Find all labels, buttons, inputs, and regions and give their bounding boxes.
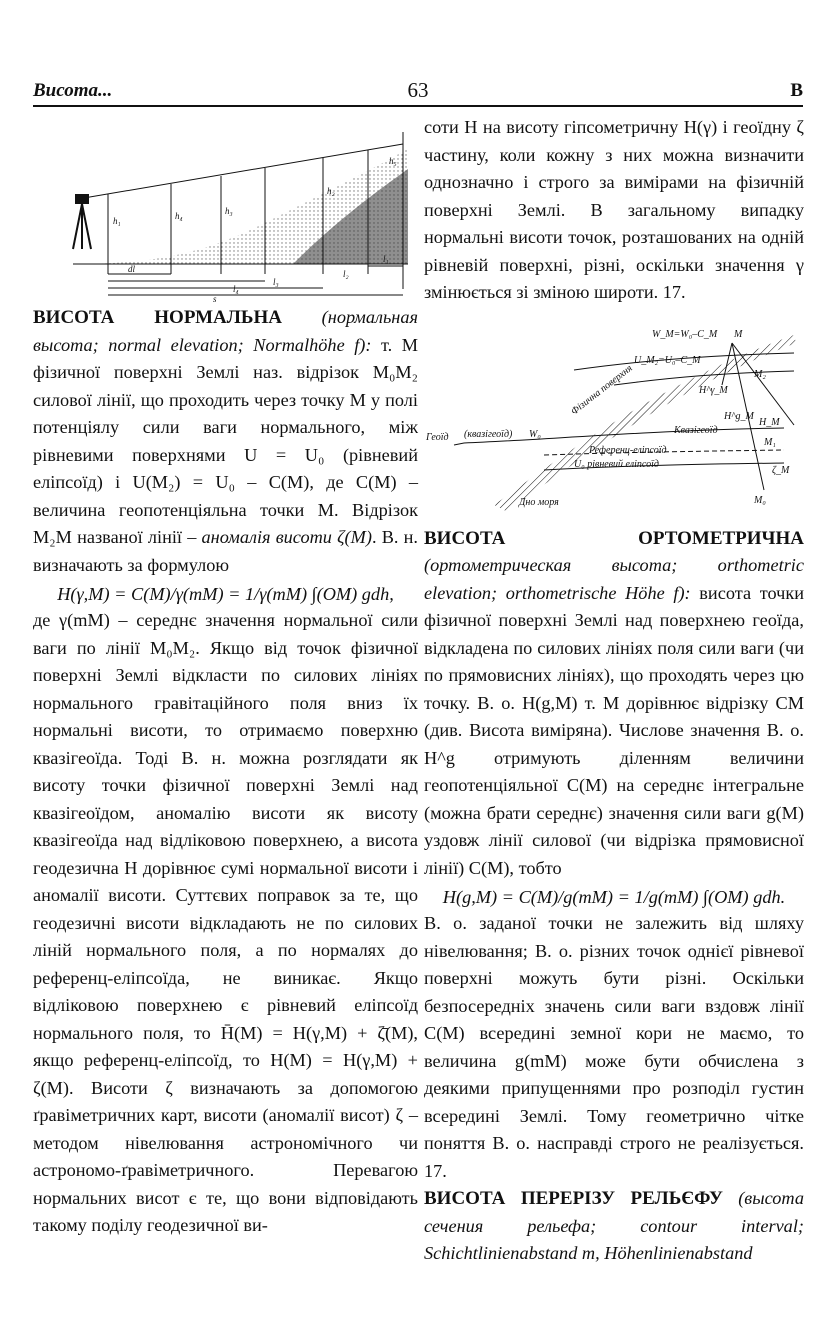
label-M0: M₀ — [754, 494, 766, 506]
term-contour-interval-par: (высота сечения рельефа; contour interval; Schichtlinienabstand m, Höhenlinienabstand — [424, 1188, 804, 1263]
term-normal-height: ВИСОТА НОРМАЛЬНА — [33, 307, 282, 328]
label-l1: l₁ — [383, 254, 389, 264]
label-M1: M₁ — [764, 436, 776, 448]
height-systems-figure — [424, 315, 804, 515]
label-wm: W_M=W₀–C_M — [652, 328, 718, 340]
label-geoid: Геоїд — [426, 431, 449, 443]
label-hg: H^g_M — [724, 410, 754, 422]
header-right: В — [790, 80, 803, 101]
label-dl: dl — [128, 264, 136, 274]
normal-height-text-2: де γ(mM) – середнє значення нормальної сили ваги по лінії M₀M₂. Якщо від точок фізичної поверхні Землі відкласти по силових лініях нормального гравітаційного поля вниз їх нормальні висоти, то отримаємо поверхню квазігеоїда. Тоді В. н. можна розглядати як висоту точки фізичної поверхні Землі над квазігеоїдом, аномалію висоти як висоту квазігеоїда над відліковою поверхнею, а висота геодезична H дорівнює сумі нормальної висоти і аномалії висоти. Суттєвих поправок за те, що геодезичні висоти відкладають не по силових ліній нормального поля, а по нормалях до референц-еліпсоїда, не виникає. Якщо відліковою поверхнею є рівневий еліпсоїд нормального поля, то H̄(M) = H(γ,M) + ζ̄(M), якщо референц-еліпсоїд, то H(M) = H(γ,M) + ζ(M). Висоти ζ визначають за допомогою ґравіметричних карт, висоти (аномалії висот) ζ – методом нівелювання астрономічного чи астрономо-ґравіметричного. Перевагою нормальних висот є те, що вони відповідають такому поділу геодезичної ви- — [33, 610, 418, 1235]
label-um2: U_M₂=U₀–C_M — [634, 354, 701, 366]
levelling-figure — [33, 114, 418, 304]
label-ref-ellipsoid: Референц-еліпсоїд — [589, 444, 667, 456]
term-orthometric-height: ВИСОТА ОРТОМЕТРИЧНА — [424, 527, 804, 549]
label-l4: l₄ — [233, 284, 239, 294]
formula-orthometric-height: H(g,M) = C(M)/g(mM) = 1/g(mM) ∫(OM) gdh. — [442, 887, 786, 907]
label-s: s — [213, 294, 217, 304]
term-contour-interval: ВИСОТА ПЕРЕРІЗУ РЕЛЬЄФУ — [424, 1188, 723, 1209]
orthometric-height-text-2: В. о. заданої точки не залежить від шляху нівелювання; В. о. різних точок однієї рівневої поверхні можуть бути різні. Оскільки безпосередніх значень сили ваги вздовж лінії C(M) всередині земної кори не маємо, то величина g(mM) може бути обчислена з деякими припущеннями про розподіл густин всередині Землі. Тому геометрично чітке поняття В. о. насправді строго не реалізується. 17. — [424, 913, 804, 1181]
page-number: 63 — [407, 78, 429, 102]
term-orthometric-height-par: (ортометрическая высота; orthometric elevation; orthometrische Höhe f): — [424, 555, 804, 603]
normal-height-text-1-end: . В. н. визначають за формулою — [33, 527, 418, 575]
label-h4: h₄ — [175, 211, 183, 221]
entry-normal-height — [33, 304, 418, 579]
label-w0: W₀ — [529, 428, 541, 440]
label-quasigeoid-2: (квазігеоїд) — [464, 428, 513, 440]
label-sea-bottom: Дно моря — [519, 496, 559, 508]
label-l3: l₃ — [273, 277, 279, 287]
label-l2: l₂ — [343, 269, 349, 279]
label-h3: h₃ — [225, 206, 233, 216]
running-header — [33, 78, 803, 106]
normal-height-text-1: т. M фізичної поверхні Землі наз. відрізок M₀M₂ силової лінії, що проходить через точку M у полі потенціялу сили ваги нормального, між рівневими поверхнями U = U₀ (рівневий еліпсоїд) і U(M₂) = U₀ – C(M), де C(M) – величина геопотенціяльна точки M. Відрізок M₂M названої лінії – — [33, 334, 419, 547]
label-h5: h₅ — [389, 156, 397, 166]
normal-height-text-3: соти H на висоту гіпсометричну H(γ) і геоїдну ζ частину, коли кожну з них можна визначити однозначно і строго за вимірами на фізичній поверхні Землі. В загальному випадку нормальні висоти точок, розташованих на одній рівневій поверхні, різні, оскільки значення γ змінюється зі зміною широти. 17. — [424, 117, 804, 302]
label-M: M — [734, 328, 743, 340]
header-rule — [33, 105, 803, 107]
label-h2: h₂ — [327, 186, 335, 196]
right-column — [424, 114, 804, 1268]
term-normal-height-par: (нормальная высота; normal elevation; Normalhöhe f): — [33, 307, 418, 355]
formula-normal-height: H(γ,M) = C(M)/γ(mM) = 1/γ(mM) ∫(OM) gdh, — [57, 584, 394, 604]
label-M2: M₂ — [754, 368, 766, 380]
label-u0: U₀ рівневий еліпсоїд — [574, 458, 659, 470]
entry-contour-interval — [424, 1185, 804, 1268]
label-hy: H^γ_M — [699, 384, 728, 396]
label-zeta: ζ_M — [772, 464, 790, 476]
label-quasigeoid: Квазігеоїд — [674, 424, 718, 436]
header-left: Висота... — [33, 80, 113, 101]
left-column — [33, 114, 418, 1240]
height-anomaly-term: аномалія висоти ζ(M) — [201, 527, 372, 547]
label-hm: H_M — [759, 416, 780, 428]
label-physical-surface: Фізична поверхня — [569, 362, 635, 417]
entry-orthometric-height — [424, 525, 804, 883]
orthometric-height-text-1: висота точки фізичної поверхні Землі над поверхнею геоїда, відкладена по силових лініях поля сили ваги (чи по прямовисних лініях), що проходять через цю точку. В. о. H(g,M) т. M дорівнює відрізку CM (див. Висота виміряна). Числове значення В. о. H^g отримують діленням величини геопотенціяльної C(M) на середнє інтегральне (можна брати середнє) значення сили ваги g(M) уздовж лінії силової (чи відрізка прямовисної лінії) C(M), тобто — [424, 582, 804, 878]
label-h1: h₁ — [113, 216, 121, 226]
